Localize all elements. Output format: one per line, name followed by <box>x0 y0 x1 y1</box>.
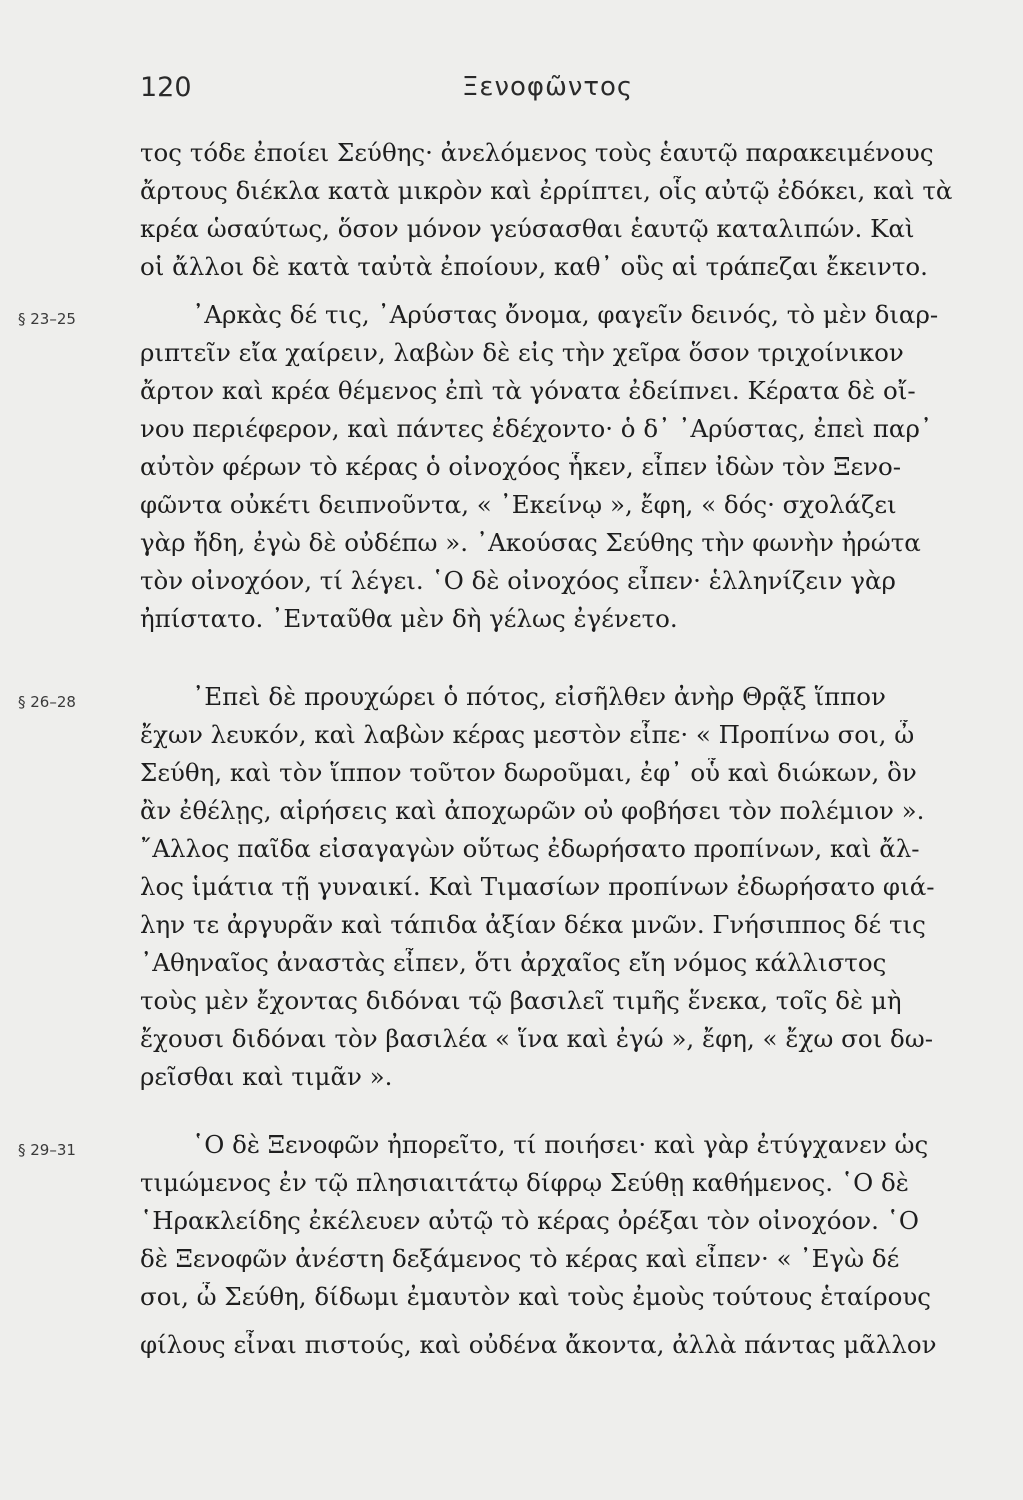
text-line: ἄρτον καὶ κρέα θέμενος ἐπὶ τὰ γόνατα ἐδείπνει. Κέρατα δὲ οἴ- <box>140 376 916 405</box>
text-line: κρέα ὡσαύτως, ὅσον μόνον γεύσασθαι ἑαυτῷ καταλιπών. Καὶ <box>140 214 915 243</box>
text-line: λος ἱμάτια τῇ γυναικί. Καὶ Τιμασίων προπίνων ἐδωρήσατο φιά- <box>140 872 935 901</box>
text-line: ριπτεῖν εἴα χαίρειν, λαβὼν δὲ εἰς τὴν χεῖρα ὅσον τριχοίνικον <box>140 338 904 367</box>
text-line: ᾿Επεὶ δὲ προυχώρει ὁ πότος, εἰσῆλθεν ἀνὴρ Θρᾷξ ἵππον <box>192 682 886 711</box>
text-line: δὲ Ξενοφῶν ἀνέστη δεξάμενος τὸ κέρας καὶ εἶπεν· « ᾿Εγὼ δέ <box>140 1244 900 1273</box>
text-line: τὸν οἰνοχόον, τί λέγει. ῾Ο δὲ οἰνοχόος εἶπεν· ἑλληνίζειν γὰρ <box>140 566 896 595</box>
text-line: ῾Ηρακλείδης ἐκέλευεν αὐτῷ τὸ κέρας ὀρέξαι τὸν οἰνοχόον. ῾Ο <box>140 1206 920 1235</box>
text-line: σοι, ὦ Σεύθη, δίδωμι ἐμαυτὸν καὶ τοὺς ἐμοὺς τούτους ἑταίρους <box>140 1282 931 1311</box>
text-line: οἱ ἄλλοι δὲ κατὰ ταὐτὰ ἐποίουν, καθ᾽ οὓς αἱ τράπεζαι ἔκειντο. <box>140 252 928 281</box>
margin-note-29-31: § 29–31 <box>18 1141 76 1159</box>
text-line: ᾿Αθηναῖος ἀναστὰς εἶπεν, ὅτι ἀρχαῖος εἴη νόμος κάλλιστος <box>140 948 887 977</box>
text-line: ῾Ο δὲ Ξενοφῶν ἠπορεῖτο, τί ποιήσει· καὶ γὰρ ἐτύγχανεν ὡς <box>192 1130 929 1159</box>
page-number: 120 <box>140 72 192 103</box>
text-line: ᾿Αρκὰς δέ τις, ᾿Αρύστας ὄνομα, φαγεῖν δεινός, τὸ μὲν διαρ- <box>192 300 939 329</box>
text-line: νου περιέφερον, καὶ πάντες ἐδέχοντο· ὁ δ᾽ ᾿Αρύστας, ἐπεὶ παρ᾽ <box>140 414 933 443</box>
text-line: ἂν ἐθέλῃς, αἱρήσεις καὶ ἀποχωρῶν οὐ φοβήσει τὸν πολέμιον ». <box>140 796 925 825</box>
margin-note-26-28: § 26–28 <box>18 693 76 711</box>
text-line: τοὺς μὲν ἔχοντας διδόναι τῷ βασιλεῖ τιμῆς ἕνεκα, τοῖς δὲ μὴ <box>140 986 902 1015</box>
running-title: Ξενοφῶντος <box>462 72 634 102</box>
text-line: Σεύθη, καὶ τὸν ἵππον τοῦτον δωροῦμαι, ἐφ᾽ οὗ καὶ διώκων, ὃν <box>140 758 917 787</box>
text-line: αὐτὸν φέρων τὸ κέρας ὁ οἰνοχόος ἧκεν, εἶπεν ἰδὼν τὸν Ξενο- <box>140 452 902 481</box>
text-line: γὰρ ἤδη, ἐγὼ δὲ οὐδέπω ». ᾿Ακούσας Σεύθης τὴν φωνὴν ἠρώτα <box>140 528 921 557</box>
text-line: ρεῖσθαι καὶ τιμᾶν ». <box>140 1062 393 1091</box>
text-line: ἔχων λευκόν, καὶ λαβὼν κέρας μεστὸν εἶπε· « Προπίνω σοι, ὦ <box>140 720 915 749</box>
text-line: ῎Αλλος παῖδα εἰσαγαγὼν οὕτως ἐδωρήσατο προπίνων, καὶ ἄλ- <box>140 834 920 863</box>
text-line: φίλους εἶναι πιστούς, καὶ οὐδένα ἄκοντα, ἀλλὰ πάντας μᾶλλον <box>140 1330 937 1359</box>
text-line: ἔχουσι διδόναι τὸν βασιλέα « ἵνα καὶ ἐγώ », ἔφη, « ἔχω σοι δω- <box>140 1024 933 1053</box>
text-line: τος τόδε ἐποίει Σεύθης· ἀνελόμενος τοὺς ἑαυτῷ παρακειμένους <box>140 138 934 167</box>
text-line: φῶντα οὐκέτι δειπνοῦντα, « ᾿Εκείνῳ », ἔφη, « δός· σχολάζει <box>140 490 897 519</box>
page-header <box>0 72 1023 112</box>
text-line: τιμώμενος ἐν τῷ πλησιαιτάτῳ δίφρῳ Σεύθῃ καθήμενος. ῾Ο δὲ <box>140 1168 909 1197</box>
text-line: λην τε ἀργυρᾶν καὶ τάπιδα ἀξίαν δέκα μνῶν. Γνήσιππος δέ τις <box>140 910 926 939</box>
text-line: ἄρτους διέκλα κατὰ μικρὸν καὶ ἐρρίπτει, οἷς αὐτῷ ἐδόκει, καὶ τὰ <box>140 176 953 205</box>
text-line: ἠπίστατο. ᾿Ενταῦθα μὲν δὴ γέλως ἐγένετο. <box>140 604 678 633</box>
margin-note-23-25: § 23–25 <box>18 310 76 328</box>
